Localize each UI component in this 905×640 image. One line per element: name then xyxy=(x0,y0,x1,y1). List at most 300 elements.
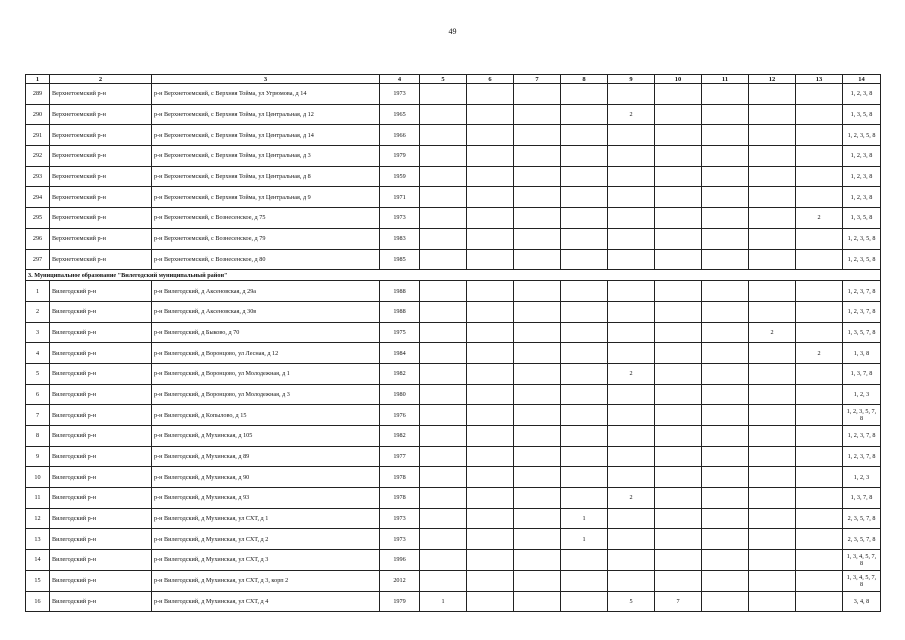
table-cell xyxy=(608,166,655,187)
table-cell xyxy=(702,84,749,105)
table-cell xyxy=(514,426,561,447)
table-cell: 292 xyxy=(26,146,50,167)
table-cell xyxy=(514,146,561,167)
table-cell: 1977 xyxy=(380,446,420,467)
table-cell xyxy=(514,104,561,125)
table-cell xyxy=(655,446,702,467)
table-row xyxy=(26,405,881,426)
table-cell: 14 xyxy=(26,550,50,571)
table-cell xyxy=(561,249,608,270)
section-title: 3. Муниципальное образование "Вилегодский муниципальный район" xyxy=(26,270,881,281)
table-cell: Верхнетоемский р-н xyxy=(50,228,152,249)
table-cell: р-н Верхнетоемский, с Верхняя Тойма, ул Центральная, д 9 xyxy=(152,187,380,208)
table-row xyxy=(26,84,881,105)
table-cell xyxy=(514,187,561,208)
table-cell: Вилегодский р-н xyxy=(50,301,152,322)
table-cell xyxy=(608,508,655,529)
table-cell: 1, 3, 5, 8 xyxy=(843,104,881,125)
table-cell: 7 xyxy=(655,591,702,612)
table-cell xyxy=(702,104,749,125)
table-cell: 291 xyxy=(26,125,50,146)
table-cell: Вилегодский р-н xyxy=(50,529,152,550)
table-cell xyxy=(514,228,561,249)
table-row xyxy=(26,446,881,467)
table-cell: Вилегодский р-н xyxy=(50,446,152,467)
table-cell: 1975 xyxy=(380,322,420,343)
table-cell xyxy=(749,446,796,467)
table-cell xyxy=(749,84,796,105)
table-cell xyxy=(749,508,796,529)
table-cell xyxy=(420,166,467,187)
table-cell: Верхнетоемский р-н xyxy=(50,249,152,270)
table-cell xyxy=(749,166,796,187)
table-cell: р-н Вилегодский, д Мухинская, ул СХТ, д 3, корп 2 xyxy=(152,570,380,591)
table-row xyxy=(26,591,881,612)
table-cell xyxy=(702,166,749,187)
table-cell xyxy=(561,405,608,426)
table-row xyxy=(26,249,881,270)
table-cell: 1988 xyxy=(380,281,420,302)
table-cell xyxy=(467,446,514,467)
table-cell: Вилегодский р-н xyxy=(50,405,152,426)
table-cell: Вилегодский р-н xyxy=(50,488,152,509)
table-cell: Верхнетоемский р-н xyxy=(50,104,152,125)
table-cell xyxy=(561,228,608,249)
table-cell xyxy=(467,146,514,167)
table-cell xyxy=(796,570,843,591)
table-cell xyxy=(796,281,843,302)
table-cell: 1, 3, 5, 8 xyxy=(843,208,881,229)
table-cell xyxy=(561,281,608,302)
table-cell: р-н Верхнетоемский, с Верхняя Тойма, ул Центральная, д 12 xyxy=(152,104,380,125)
table-cell xyxy=(796,322,843,343)
table-cell xyxy=(561,187,608,208)
table-cell xyxy=(420,228,467,249)
table-cell xyxy=(561,426,608,447)
table-cell xyxy=(467,187,514,208)
table-row xyxy=(26,467,881,488)
table-cell: 1980 xyxy=(380,384,420,405)
table-cell xyxy=(561,146,608,167)
table-cell xyxy=(796,488,843,509)
table-row xyxy=(26,125,881,146)
table-cell xyxy=(655,146,702,167)
table-cell xyxy=(467,343,514,364)
table-cell xyxy=(702,426,749,447)
table-cell xyxy=(420,488,467,509)
table-cell: 5 xyxy=(608,591,655,612)
table-cell xyxy=(655,405,702,426)
table-cell: Вилегодский р-н xyxy=(50,570,152,591)
table-cell xyxy=(420,467,467,488)
table-cell xyxy=(655,249,702,270)
table-cell: 9 xyxy=(26,446,50,467)
table-cell xyxy=(514,529,561,550)
table-cell: 2, 3, 5, 7, 8 xyxy=(843,508,881,529)
table-cell xyxy=(796,104,843,125)
table-cell: р-н Верхнетоемский, с Верхняя Тойма, ул Центральная, д 8 xyxy=(152,166,380,187)
column-header: 2 xyxy=(50,75,152,84)
table-cell: 1, 3, 7, 8 xyxy=(843,488,881,509)
table-cell xyxy=(467,249,514,270)
table-cell: р-н Вилегодский, д Аксеновская, д 30в xyxy=(152,301,380,322)
table-cell xyxy=(514,84,561,105)
table-cell xyxy=(467,488,514,509)
table-cell: 2 xyxy=(26,301,50,322)
table-cell xyxy=(796,146,843,167)
table-cell: 4 xyxy=(26,343,50,364)
table-cell: Вилегодский р-н xyxy=(50,343,152,364)
table-cell: р-н Верхнетоемский, с Верхняя Тойма, ул Угрюмова, д 14 xyxy=(152,84,380,105)
table-cell xyxy=(514,570,561,591)
table-cell xyxy=(702,208,749,229)
table-cell: 10 xyxy=(26,467,50,488)
table-cell xyxy=(420,405,467,426)
table-cell xyxy=(749,249,796,270)
table-cell xyxy=(608,228,655,249)
table-cell xyxy=(467,384,514,405)
table-cell: 1, 3, 4, 5, 7, 8 xyxy=(843,570,881,591)
table-cell: Вилегодский р-н xyxy=(50,467,152,488)
table-row xyxy=(26,208,881,229)
table-cell xyxy=(796,228,843,249)
table-cell xyxy=(467,104,514,125)
table-cell: 2 xyxy=(608,363,655,384)
table-cell: р-н Вилегодский, д Мухинская, ул СХТ, д 3 xyxy=(152,550,380,571)
table-cell xyxy=(796,591,843,612)
table-cell xyxy=(467,529,514,550)
table-cell xyxy=(702,467,749,488)
table-cell: Верхнетоемский р-н xyxy=(50,208,152,229)
table-cell xyxy=(702,405,749,426)
table-cell: 1973 xyxy=(380,84,420,105)
table-row xyxy=(26,550,881,571)
table-cell: 5 xyxy=(26,363,50,384)
table-cell xyxy=(514,249,561,270)
column-header: 6 xyxy=(467,75,514,84)
table-cell: Вилегодский р-н xyxy=(50,384,152,405)
table-cell xyxy=(514,125,561,146)
table-cell xyxy=(561,550,608,571)
table-cell: 290 xyxy=(26,104,50,125)
table-cell xyxy=(514,467,561,488)
table-cell xyxy=(608,146,655,167)
column-header: 8 xyxy=(561,75,608,84)
table-cell: 1959 xyxy=(380,166,420,187)
table-cell xyxy=(608,125,655,146)
table-row xyxy=(26,529,881,550)
table-cell xyxy=(561,467,608,488)
table-cell: 1, 2, 3, 7, 8 xyxy=(843,446,881,467)
table-cell xyxy=(749,343,796,364)
table-cell: р-н Верхнетоемский, с Вознесенское, д 79 xyxy=(152,228,380,249)
table-cell: р-н Вилегодский, д Мухинская, д 105 xyxy=(152,426,380,447)
table-cell xyxy=(608,550,655,571)
page-number: 49 xyxy=(448,27,457,36)
table-cell: 1973 xyxy=(380,529,420,550)
table-cell xyxy=(420,84,467,105)
table-cell xyxy=(702,570,749,591)
table-row xyxy=(26,301,881,322)
table-cell: 1, 3, 5, 7, 8 xyxy=(843,322,881,343)
table-cell xyxy=(608,208,655,229)
table-cell: р-н Вилегодский, д Мухинская, д 89 xyxy=(152,446,380,467)
table-cell xyxy=(796,84,843,105)
table-row xyxy=(26,322,881,343)
table-cell xyxy=(467,363,514,384)
table-cell xyxy=(514,281,561,302)
column-header: 12 xyxy=(749,75,796,84)
table-row xyxy=(26,166,881,187)
table-cell xyxy=(749,228,796,249)
table-cell xyxy=(655,343,702,364)
table-cell xyxy=(655,467,702,488)
table-cell xyxy=(420,301,467,322)
table-cell xyxy=(702,446,749,467)
table-cell xyxy=(514,550,561,571)
table-row xyxy=(26,146,881,167)
column-header: 14 xyxy=(843,75,881,84)
table-cell xyxy=(796,187,843,208)
table-cell xyxy=(749,550,796,571)
table-cell xyxy=(796,529,843,550)
table-cell: 1 xyxy=(561,529,608,550)
column-header: 13 xyxy=(796,75,843,84)
table-cell: 1978 xyxy=(380,467,420,488)
table-cell xyxy=(702,281,749,302)
column-header: 10 xyxy=(655,75,702,84)
table-cell xyxy=(749,570,796,591)
table-cell xyxy=(749,363,796,384)
table-cell: 296 xyxy=(26,228,50,249)
table-cell: 1971 xyxy=(380,187,420,208)
column-header: 1 xyxy=(26,75,50,84)
table-cell xyxy=(420,529,467,550)
table-cell: 2 xyxy=(608,488,655,509)
table-cell xyxy=(420,384,467,405)
table-cell xyxy=(796,446,843,467)
table-cell xyxy=(420,508,467,529)
table-cell: р-н Верхнетоемский, с Верхняя Тойма, ул Центральная, д 3 xyxy=(152,146,380,167)
table-cell: Вилегодский р-н xyxy=(50,550,152,571)
table-cell xyxy=(561,446,608,467)
table-cell: 1, 2, 3 xyxy=(843,467,881,488)
table-cell xyxy=(514,166,561,187)
table-cell xyxy=(467,208,514,229)
table-cell: 2 xyxy=(796,208,843,229)
table-cell: 1966 xyxy=(380,125,420,146)
table-cell xyxy=(514,301,561,322)
table-cell xyxy=(702,550,749,571)
table-cell: 1973 xyxy=(380,508,420,529)
table-cell xyxy=(514,363,561,384)
table-cell xyxy=(467,84,514,105)
table-cell xyxy=(467,508,514,529)
table-cell xyxy=(420,249,467,270)
table-cell: 2012 xyxy=(380,570,420,591)
table-cell: 1, 2, 3, 5, 8 xyxy=(843,125,881,146)
table-cell xyxy=(608,570,655,591)
table-cell xyxy=(561,570,608,591)
table-cell xyxy=(702,529,749,550)
table-cell: р-н Вилегодский, д Мухинская, ул СХТ, д 4 xyxy=(152,591,380,612)
table-cell xyxy=(514,488,561,509)
table-cell: 289 xyxy=(26,84,50,105)
table-cell xyxy=(608,301,655,322)
table-cell: 1 xyxy=(561,508,608,529)
table-row xyxy=(26,187,881,208)
table-body xyxy=(26,84,881,612)
table-cell xyxy=(655,228,702,249)
table-cell: 1985 xyxy=(380,249,420,270)
table-cell: Верхнетоемский р-н xyxy=(50,84,152,105)
column-header: 7 xyxy=(514,75,561,84)
table-cell: 15 xyxy=(26,570,50,591)
table-cell xyxy=(561,104,608,125)
table-cell xyxy=(514,208,561,229)
table-cell: Верхнетоемский р-н xyxy=(50,146,152,167)
table-cell xyxy=(467,166,514,187)
table-cell: 1, 2, 3, 5, 7, 8 xyxy=(843,405,881,426)
table-cell xyxy=(702,322,749,343)
table-cell xyxy=(702,343,749,364)
table-cell xyxy=(702,591,749,612)
table-cell xyxy=(514,343,561,364)
table-row xyxy=(26,384,881,405)
table-cell xyxy=(514,508,561,529)
table-cell: 1, 2, 3, 8 xyxy=(843,146,881,167)
table-cell: Верхнетоемский р-н xyxy=(50,166,152,187)
table-cell xyxy=(467,301,514,322)
table-cell xyxy=(608,187,655,208)
table-cell: Вилегодский р-н xyxy=(50,322,152,343)
table-row xyxy=(26,228,881,249)
table-cell: Вилегодский р-н xyxy=(50,591,152,612)
table-cell: р-н Верхнетоемский, с Вознесенское, д 75 xyxy=(152,208,380,229)
table-cell xyxy=(655,426,702,447)
table-cell xyxy=(796,166,843,187)
column-header: 9 xyxy=(608,75,655,84)
table-cell: 1 xyxy=(420,591,467,612)
table-cell xyxy=(655,529,702,550)
table-cell xyxy=(420,146,467,167)
table-cell xyxy=(796,125,843,146)
table-cell: 3, 4, 8 xyxy=(843,591,881,612)
table-cell xyxy=(608,405,655,426)
table-cell: 3 xyxy=(26,322,50,343)
table-cell xyxy=(608,529,655,550)
table-cell xyxy=(702,384,749,405)
table-cell xyxy=(420,446,467,467)
table-cell: Вилегодский р-н xyxy=(50,281,152,302)
table-cell xyxy=(608,384,655,405)
table-cell xyxy=(420,104,467,125)
table-cell: р-н Вилегодский, д Мухинская, д 90 xyxy=(152,467,380,488)
table-cell xyxy=(608,322,655,343)
table-cell xyxy=(514,405,561,426)
table-cell xyxy=(420,208,467,229)
table-cell xyxy=(796,426,843,447)
table-cell xyxy=(420,363,467,384)
table-cell: 295 xyxy=(26,208,50,229)
table-cell xyxy=(655,166,702,187)
table-cell xyxy=(749,281,796,302)
table-cell xyxy=(561,125,608,146)
table-cell: р-н Вилегодский, д Мухинская, д 93 xyxy=(152,488,380,509)
table-cell xyxy=(608,467,655,488)
table-cell: Верхнетоемский р-н xyxy=(50,187,152,208)
table-cell: 2 xyxy=(608,104,655,125)
table-cell xyxy=(749,104,796,125)
table-cell xyxy=(467,322,514,343)
table-cell xyxy=(749,301,796,322)
table-cell xyxy=(655,104,702,125)
table-cell: р-н Вилегодский, д Мухинская, ул СХТ, д 1 xyxy=(152,508,380,529)
table-cell xyxy=(749,488,796,509)
table-cell xyxy=(420,187,467,208)
table-cell: 1979 xyxy=(380,146,420,167)
table-cell xyxy=(514,591,561,612)
table-cell: 297 xyxy=(26,249,50,270)
table-cell: 12 xyxy=(26,508,50,529)
table-cell xyxy=(749,146,796,167)
table-cell xyxy=(749,529,796,550)
table-cell: 1978 xyxy=(380,488,420,509)
table-cell xyxy=(702,249,749,270)
table-cell xyxy=(608,426,655,447)
table-cell: 1, 2, 3, 5, 8 xyxy=(843,249,881,270)
table-cell xyxy=(702,228,749,249)
table-cell: 1984 xyxy=(380,343,420,364)
table-cell xyxy=(749,384,796,405)
table-cell: 1965 xyxy=(380,104,420,125)
table-cell: 2, 3, 5, 7, 8 xyxy=(843,529,881,550)
table-cell xyxy=(561,84,608,105)
table-cell: 1, 2, 3, 5, 8 xyxy=(843,228,881,249)
table-cell: р-н Вилегодский, д Воронцово, ул Молодежная, д 1 xyxy=(152,363,380,384)
table-cell: р-н Вилегодский, д Аксеновская, д 29а xyxy=(152,281,380,302)
table-cell xyxy=(655,508,702,529)
table-cell xyxy=(561,301,608,322)
table-cell xyxy=(655,208,702,229)
table-cell: р-н Вилегодский, д Воронцово, ул Лесная, д 12 xyxy=(152,343,380,364)
table-cell: 1, 2, 3, 7, 8 xyxy=(843,301,881,322)
table-cell xyxy=(608,281,655,302)
table-row xyxy=(26,508,881,529)
table-cell: р-н Вилегодский, д Воронцово, ул Молодежная, д 3 xyxy=(152,384,380,405)
table-cell xyxy=(796,301,843,322)
column-header: 4 xyxy=(380,75,420,84)
table-cell xyxy=(702,488,749,509)
table-cell xyxy=(420,570,467,591)
table-cell xyxy=(702,125,749,146)
table-cell: 1988 xyxy=(380,301,420,322)
table-cell: р-н Вилегодский, д Быково, д 70 xyxy=(152,322,380,343)
table-cell: 293 xyxy=(26,166,50,187)
registry-table xyxy=(25,74,881,612)
table-cell xyxy=(561,488,608,509)
table-cell: 1, 2, 3, 8 xyxy=(843,166,881,187)
table-cell xyxy=(796,384,843,405)
table-cell: 1, 2, 3, 7, 8 xyxy=(843,281,881,302)
table-cell: 1, 3, 8 xyxy=(843,343,881,364)
table-cell xyxy=(655,384,702,405)
table-cell xyxy=(655,570,702,591)
table-cell: 1 xyxy=(26,281,50,302)
table-cell xyxy=(796,405,843,426)
table-cell: 13 xyxy=(26,529,50,550)
table-cell: Верхнетоемский р-н xyxy=(50,125,152,146)
